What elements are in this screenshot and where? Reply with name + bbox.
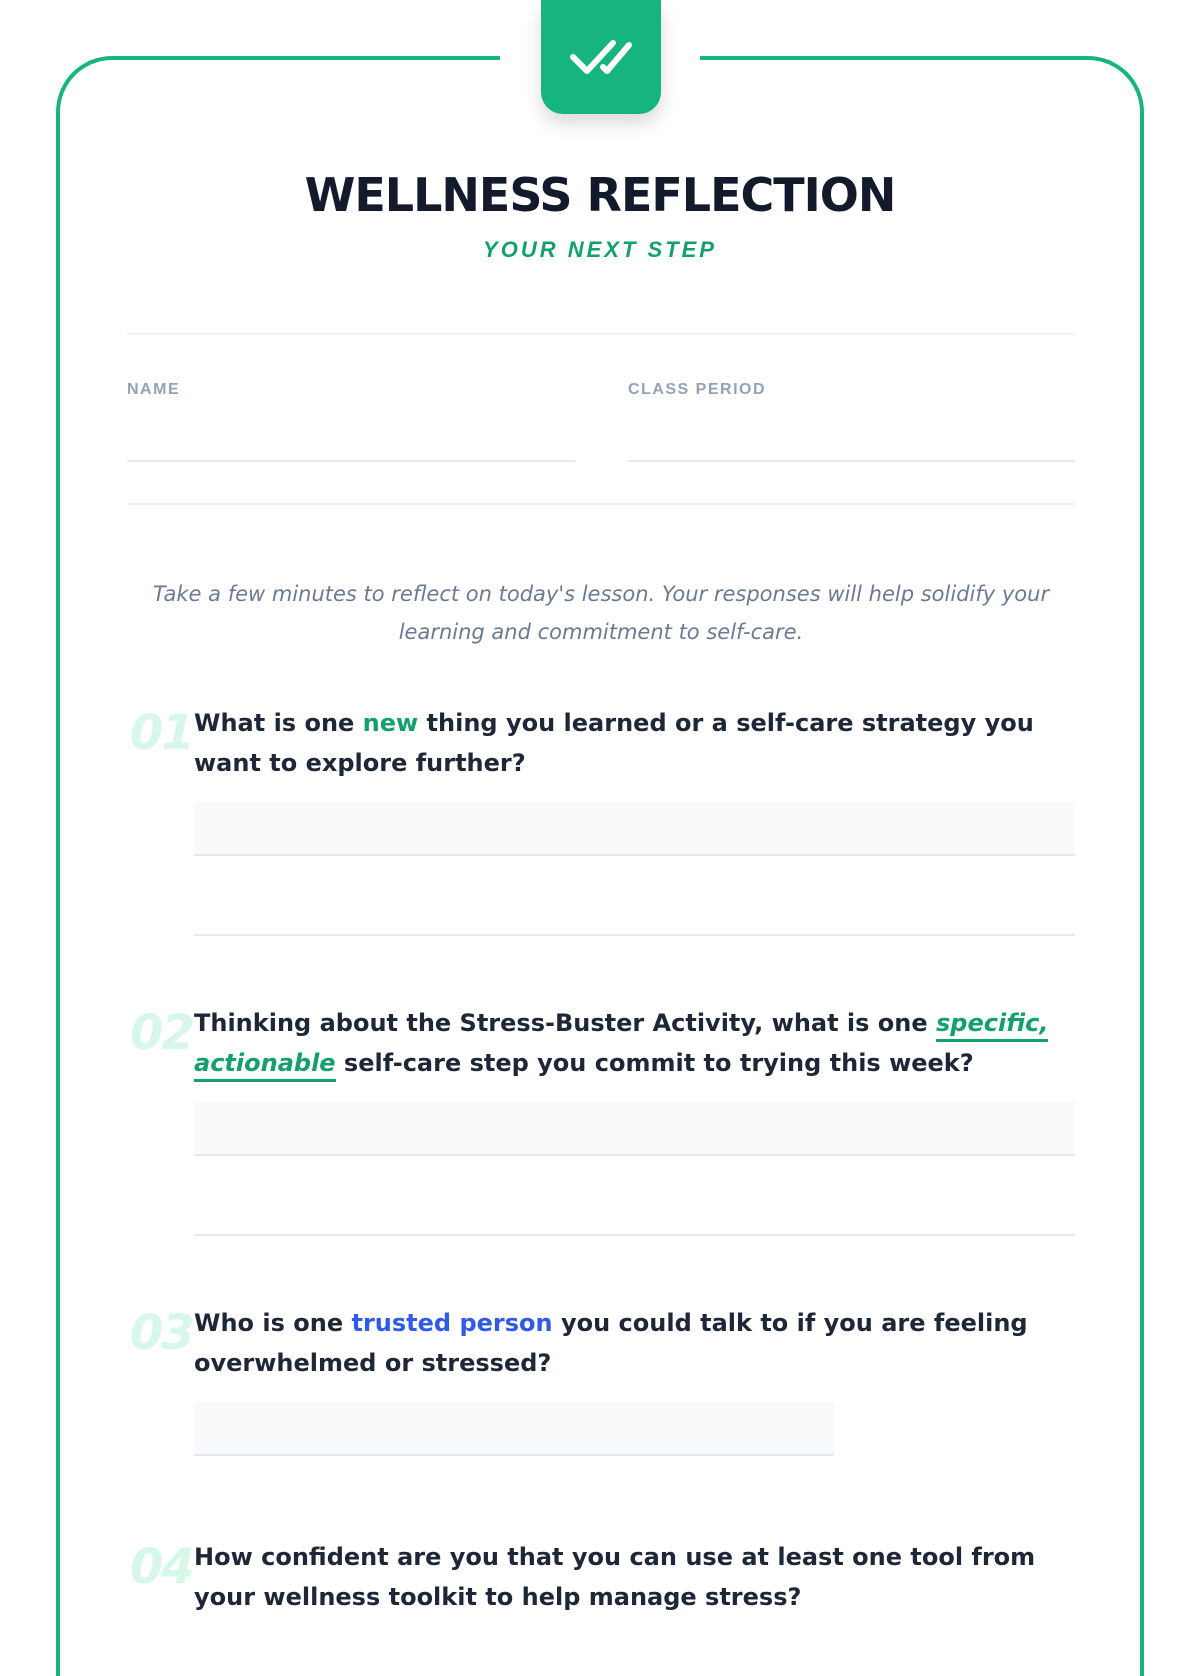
question-text — [194, 1003, 1074, 1083]
class-period-field[interactable] — [628, 460, 1075, 462]
question-number: 02 — [130, 1005, 193, 1061]
question-highlight: new — [362, 709, 419, 737]
name-label: NAME — [127, 381, 181, 398]
answer-box[interactable] — [194, 802, 1075, 856]
intro-text: Take a few minutes to reflect on today's lesson. Your responses will help solidify your learning and commitment to self-care. — [152, 582, 1050, 644]
question-text-part: Who is one — [194, 1309, 352, 1337]
header-badge — [541, 0, 661, 114]
question-text-part: What is one — [194, 709, 363, 737]
answer-line[interactable] — [194, 1234, 1075, 1236]
question-text-part: thing you learned or a self-care strategy you want to explore further? — [194, 709, 1034, 777]
question-highlight: specific, actionable — [194, 1009, 1048, 1082]
class-period-label: CLASS PERIOD — [628, 381, 767, 398]
page-title: WELLNESS REFLECTION — [304, 168, 896, 222]
question-text-part: Thinking about the Stress-Buster Activity, what is one — [194, 1009, 937, 1037]
question-number: 04 — [130, 1539, 193, 1595]
question-text — [194, 1303, 1074, 1383]
double-check-icon — [569, 35, 633, 79]
name-field[interactable] — [127, 460, 575, 462]
question-number: 03 — [130, 1305, 193, 1361]
question-text-part: self-care step you commit to trying this week? — [335, 1049, 974, 1077]
answer-line[interactable] — [194, 934, 1075, 936]
question-highlight: trusted person — [351, 1309, 553, 1337]
answer-box[interactable] — [194, 1102, 1075, 1156]
divider-bottom — [127, 503, 1075, 505]
answer-box[interactable] — [194, 1402, 834, 1456]
question-text-part: you could talk to if you are feeling overwhelmed or stressed? — [194, 1309, 1028, 1377]
question-text — [194, 703, 1074, 783]
divider-top — [127, 333, 1075, 335]
question-text: How confident are you that you can use at least one tool from your wellness toolkit to help manage stress? — [194, 1543, 1036, 1611]
question-number: 01 — [130, 705, 193, 761]
page-subtitle: YOUR NEXT STEP — [483, 237, 717, 262]
